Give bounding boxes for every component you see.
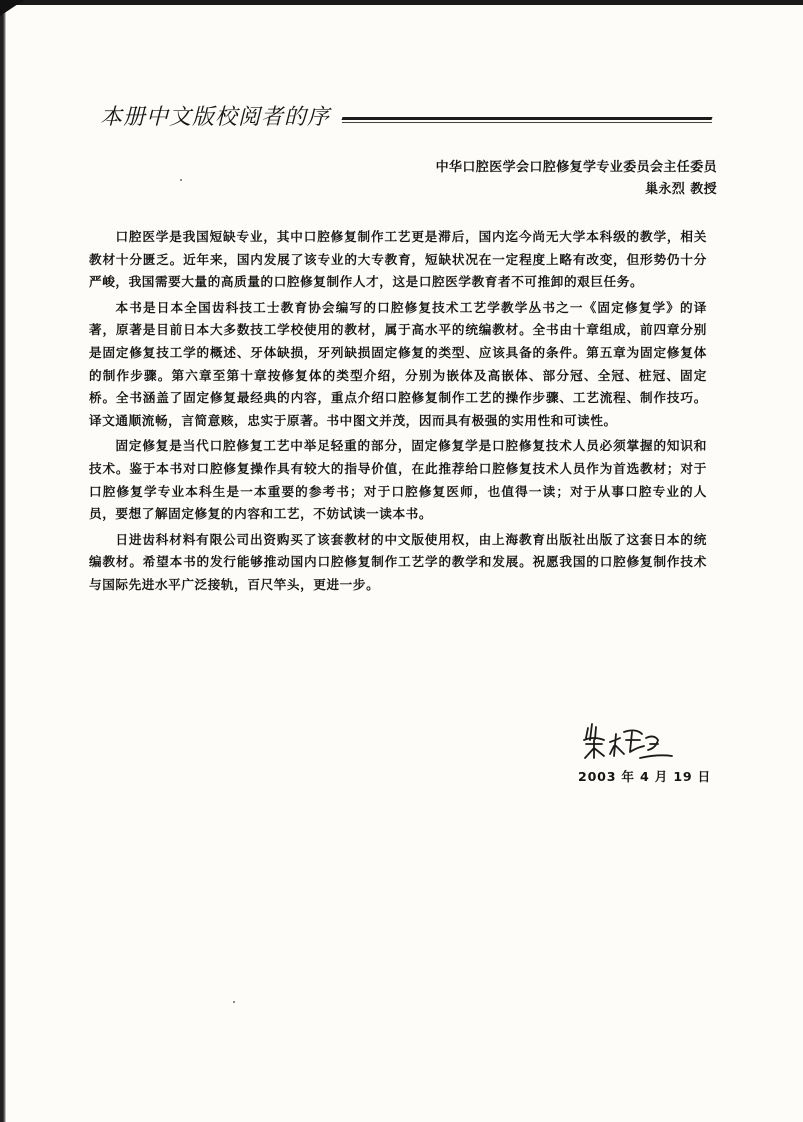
section-header bbox=[100, 100, 712, 132]
paragraph-3: 固定修复是当代口腔修复工艺中举足轻重的部分，固定修复学是口腔修复技术人员必须掌握的知识和技术。鉴于本书对口腔修复操作具有较大的指导价值，在此推荐给口腔修复技术人员作为首选教材；对于口腔修复学专业本科生是一本重要的参考书；对于口腔修复医师，也值得一读；对于从事口腔专业的人员，要想了解固定修复的内容和工艺，不妨试读一读本书。 bbox=[89, 438, 707, 522]
author-affiliation: 中华口腔医学会口腔修复学专业委员会主任委员 bbox=[435, 160, 717, 175]
author-block bbox=[436, 157, 717, 201]
scan-top-edge bbox=[0, 0, 803, 5]
paragraph-1: 口腔医学是我国短缺专业，其中口腔修复制作工艺更是滞后，国内迄今尚无大学本科级的教学，相关教材十分匮乏。近年来，国内发展了该专业的大专教育，短缺状况在一定程度上略有改变，但形势仍十分严峻，我国需要大量的高质量的口腔修复制作人才，这是口腔医学教育者不可推卸的艰巨任务。 bbox=[89, 229, 707, 290]
scan-left-edge bbox=[0, 0, 6, 1122]
title-rule bbox=[341, 117, 712, 120]
paragraph-2: 本书是日本全国齿科技工士教育协会编写的口腔修复技术工艺学教学丛书之一《固定修复学》的译著，原著是目前日本大多数技工学校使用的教材，属于高水平的统编教材。全书由十章组成，前四章分别是固定修复技工学的概述、牙体缺损，牙列缺损固定修复的类型、应该具备的条件。第五章为固定修复体的制作步骤。第六章至第十章按修复体的类型介绍，分别为嵌体及高嵌体、部分冠、全冠、桩冠、固定桥。全书涵盖了固定修复最经典的内容，重点介绍口腔修复制作工艺的操作步骤、工艺流程、制作技巧。译文通顺流畅，言简意赅，忠实于原著。书中图文并茂，因而具有极强的实用性和可读性。 bbox=[89, 299, 707, 428]
signing-date: 2003 年 4 月 19 日 bbox=[578, 769, 712, 784]
preface-body bbox=[89, 226, 707, 600]
author-name: 巢永烈 教授 bbox=[645, 182, 717, 197]
scan-speck bbox=[180, 179, 182, 181]
handwritten-signature bbox=[580, 718, 690, 766]
page-title: 本册中文版校阅者的序 bbox=[100, 105, 331, 130]
scan-speck bbox=[233, 1001, 235, 1003]
title-rule-thin bbox=[342, 122, 712, 123]
paragraph-4: 日进齿科材料有限公司出资购买了该套教材的中文版使用权，由上海教育出版社出版了这套日本的统编教材。希望本书的发行能够推动国内口腔修复制作工艺学的教学和发展。祝愿我国的口腔修复制作技术与国际先进水平广泛接轨，百尺竿头，更进一步。 bbox=[89, 531, 707, 592]
